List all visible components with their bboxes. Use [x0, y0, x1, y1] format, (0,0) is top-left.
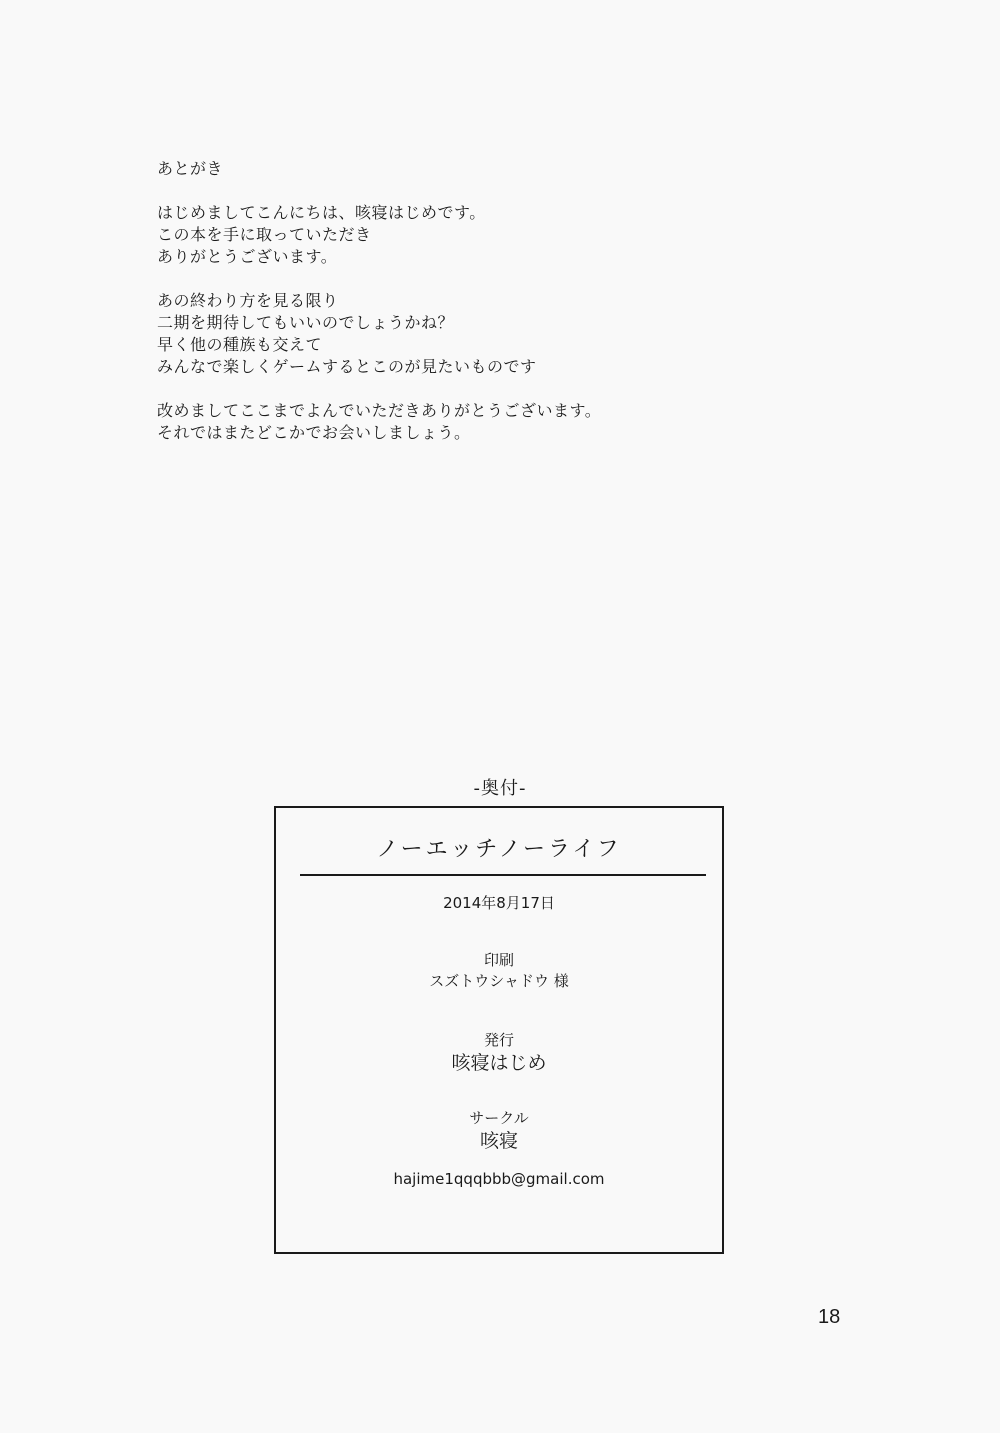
afterword-line: みんなで楽しくゲームするとこのが見たいものです	[157, 357, 537, 376]
publisher-label: 発行	[483, 1031, 514, 1049]
colophon-heading: -奥付-	[473, 778, 527, 799]
afterword-line: この本を手に取っていただき	[157, 225, 372, 244]
book-title: ノーエッチノーライフ	[376, 837, 622, 862]
print-value: スズトウシャドウ 様	[429, 972, 569, 990]
publisher-value: 咳寝はじめ	[451, 1052, 547, 1074]
colophon-box	[274, 806, 724, 1254]
afterword-heading: あとがき	[157, 159, 224, 178]
print-label: 印刷	[483, 951, 514, 969]
print-section	[276, 950, 722, 992]
publisher-section	[276, 1030, 722, 1076]
circle-value: 咳寝	[479, 1130, 518, 1152]
page-number: 18	[818, 1306, 841, 1328]
afterword-line: 二期を期待してもいいのでしょうかね？	[157, 313, 455, 332]
afterword-paragraph-3	[157, 400, 857, 444]
afterword-line: 改めましてここまでよんでいただきありがとうございます。	[157, 401, 602, 420]
title-divider	[300, 874, 706, 876]
afterword-line: はじめましてこんにちは、咳寝はじめです。	[157, 203, 486, 222]
afterword-paragraph-2	[157, 290, 857, 378]
afterword-line: 早く他の種族も交えて	[157, 335, 323, 354]
circle-section	[276, 1108, 722, 1154]
afterword-line: ありがとうございます。	[157, 247, 338, 266]
afterword	[157, 158, 857, 466]
afterword-line: それではまたどこかでお会いしましょう。	[157, 423, 471, 442]
publication-date: 2014年8月17日	[443, 894, 555, 912]
circle-label: サークル	[469, 1109, 529, 1127]
contact-email: hajime1qqqbbb@gmail.com	[393, 1170, 605, 1188]
afterword-line: あの終わり方を見る限り	[157, 291, 339, 310]
afterword-paragraph-1	[157, 202, 857, 268]
